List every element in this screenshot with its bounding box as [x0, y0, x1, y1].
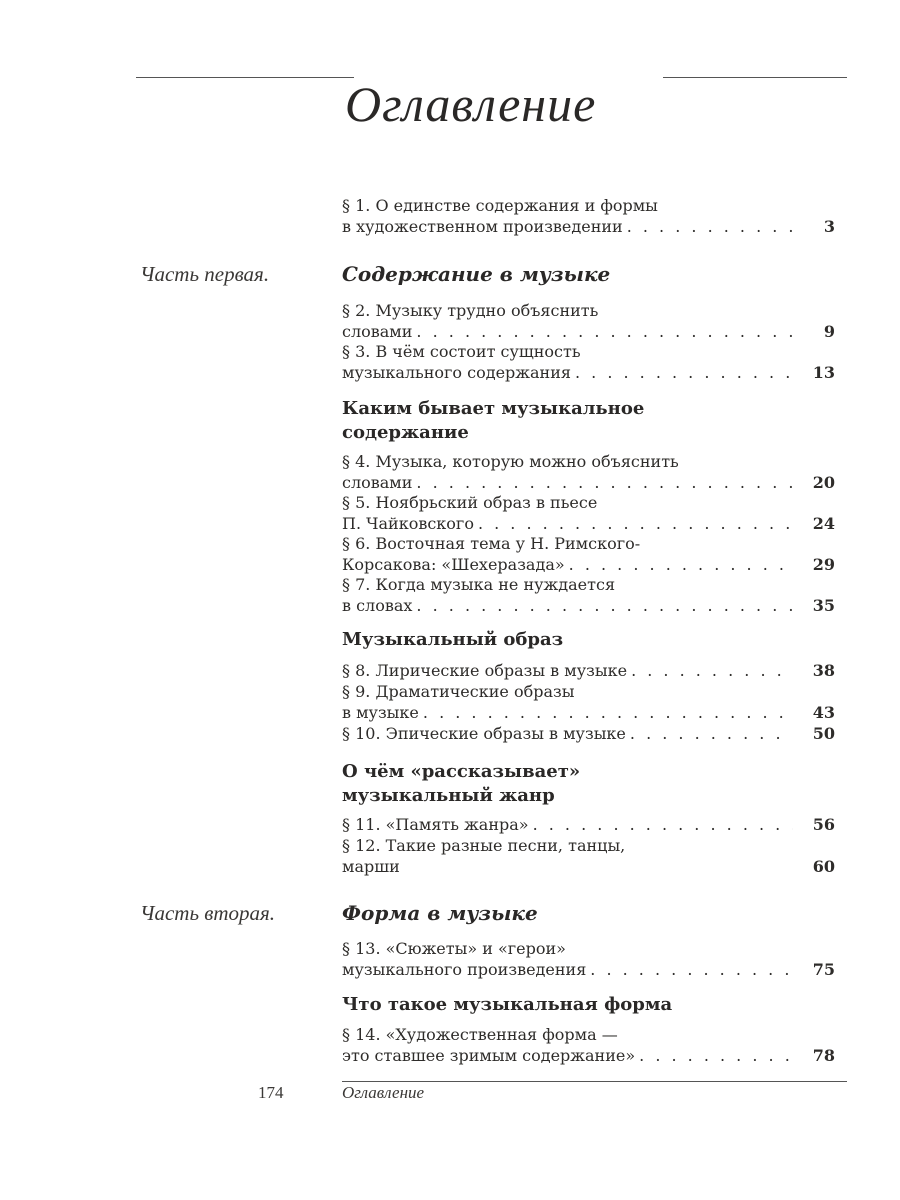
toc-entry-text: § 9. Драматические образы — [342, 682, 575, 701]
page-title: Оглавление — [345, 76, 597, 132]
toc-entry-text: в музыке — [342, 703, 419, 722]
toc-entry-text: П. Чайковского — [342, 514, 474, 533]
page-number-ref: 38 — [812, 661, 835, 680]
toc-entry-text: § 11. «Память жанра» — [342, 815, 529, 834]
page-number-ref: 35 — [812, 596, 835, 615]
toc-entry-text: § 6. Восточная тема у Н. Римского- — [342, 534, 641, 553]
toc-entry-text: § 3. В чём состоит сущность — [342, 342, 581, 361]
footer-rule — [342, 1081, 847, 1082]
toc-entry-1 — [342, 195, 847, 237]
toc-entry-9 — [342, 681, 847, 723]
toc-entry-text: музыкального содержания — [342, 363, 571, 382]
page-number-ref: 75 — [812, 960, 835, 979]
page-number: 174 — [258, 1083, 284, 1102]
leader-dots — [416, 321, 793, 342]
toc-entry-text: Корсакова: «Шехеразада» — [342, 555, 565, 574]
section-heading-line: О чём «рассказывает» — [342, 761, 581, 782]
leader-dots — [478, 513, 793, 534]
leader-dots — [627, 216, 793, 237]
leader-dots — [423, 702, 793, 723]
toc-entry-7 — [342, 574, 847, 616]
part-title: Форма в музыке — [342, 901, 538, 925]
toc-entry-text: § 13. «Сюжеты» и «герои» — [342, 939, 566, 958]
toc-entry-text: § 1. О единстве содержания и формы — [342, 196, 658, 215]
page-number-ref: 20 — [812, 473, 835, 492]
section-heading-line: Каким бывает музыкальное — [342, 398, 645, 419]
page-number-ref: 43 — [812, 703, 835, 722]
part-label: Часть вторая. — [140, 901, 276, 925]
leader-dots — [533, 814, 793, 835]
toc-entry-10 — [342, 723, 847, 744]
page-number-ref: 13 — [812, 363, 835, 382]
toc-entry-text: марши — [342, 857, 400, 876]
part-title: Содержание в музыке — [342, 262, 611, 286]
toc-entry-12 — [342, 835, 847, 877]
toc-entry-13 — [342, 938, 847, 980]
running-title: Оглавление — [342, 1083, 425, 1102]
leader-dots — [416, 595, 793, 616]
section-heading — [342, 993, 762, 1017]
toc-entry-text: § 7. Когда музыка не нуждается — [342, 575, 616, 594]
toc-entry-text: в словах — [342, 596, 413, 615]
toc-entry-text: § 2. Музыку трудно объяснить — [342, 301, 599, 320]
leader-dots — [575, 362, 793, 383]
title-rule-left — [136, 77, 354, 78]
page-number-ref: 9 — [823, 322, 835, 341]
toc-entry-text: в художественном произведении — [342, 217, 623, 236]
toc-entry-text: словами — [342, 322, 413, 341]
leader-dots — [631, 660, 793, 681]
part-label: Часть первая. — [140, 262, 270, 286]
toc-entry-2 — [342, 300, 847, 342]
leader-dots — [639, 1045, 793, 1066]
section-heading — [342, 760, 762, 808]
section-heading-line: Что такое музыкальная форма — [342, 994, 673, 1015]
section-heading — [342, 397, 762, 445]
toc-entry-text: § 4. Музыка, которую можно объяснить — [342, 452, 679, 471]
title-rule-right — [663, 77, 847, 78]
toc-entry-8 — [342, 660, 847, 681]
toc-entry-6 — [342, 533, 847, 575]
toc-entry-text: музыкального произведения — [342, 960, 587, 979]
leader-dots — [416, 472, 793, 493]
toc-entry-5 — [342, 492, 847, 534]
leader-dots — [590, 959, 793, 980]
page-number-ref: 3 — [823, 217, 835, 236]
toc-entry-text: § 10. Эпические образы в музыке — [342, 724, 626, 743]
toc-entry-3 — [342, 341, 847, 383]
section-heading-line: музыкальный жанр — [342, 785, 555, 806]
toc-entry-11 — [342, 814, 847, 835]
section-heading-line: содержание — [342, 422, 469, 443]
toc-entry-text: § 5. Ноябрьский образ в пьесе — [342, 493, 598, 512]
toc-entry-text: словами — [342, 473, 413, 492]
page-number-ref: 50 — [812, 724, 835, 743]
toc-entry-4 — [342, 451, 847, 493]
toc-entry-text: § 12. Такие разные песни, танцы, — [342, 836, 626, 855]
toc-entry-text: это ставшее зримым содержание» — [342, 1046, 636, 1065]
page-number-ref: 78 — [812, 1046, 835, 1065]
page-number-ref: 29 — [812, 555, 835, 574]
page-number-ref: 56 — [812, 815, 835, 834]
page-number-ref: 60 — [812, 857, 835, 876]
section-heading-line: Музыкальный образ — [342, 629, 564, 650]
leader-dots — [630, 723, 793, 744]
leader-dots — [569, 554, 793, 575]
toc-entry-text: § 8. Лирические образы в музыке — [342, 661, 628, 680]
toc-entry-text: § 14. «Художественная форма — — [342, 1025, 618, 1044]
section-heading — [342, 628, 762, 652]
page-number-ref: 24 — [812, 514, 835, 533]
toc-entry-14 — [342, 1024, 847, 1066]
